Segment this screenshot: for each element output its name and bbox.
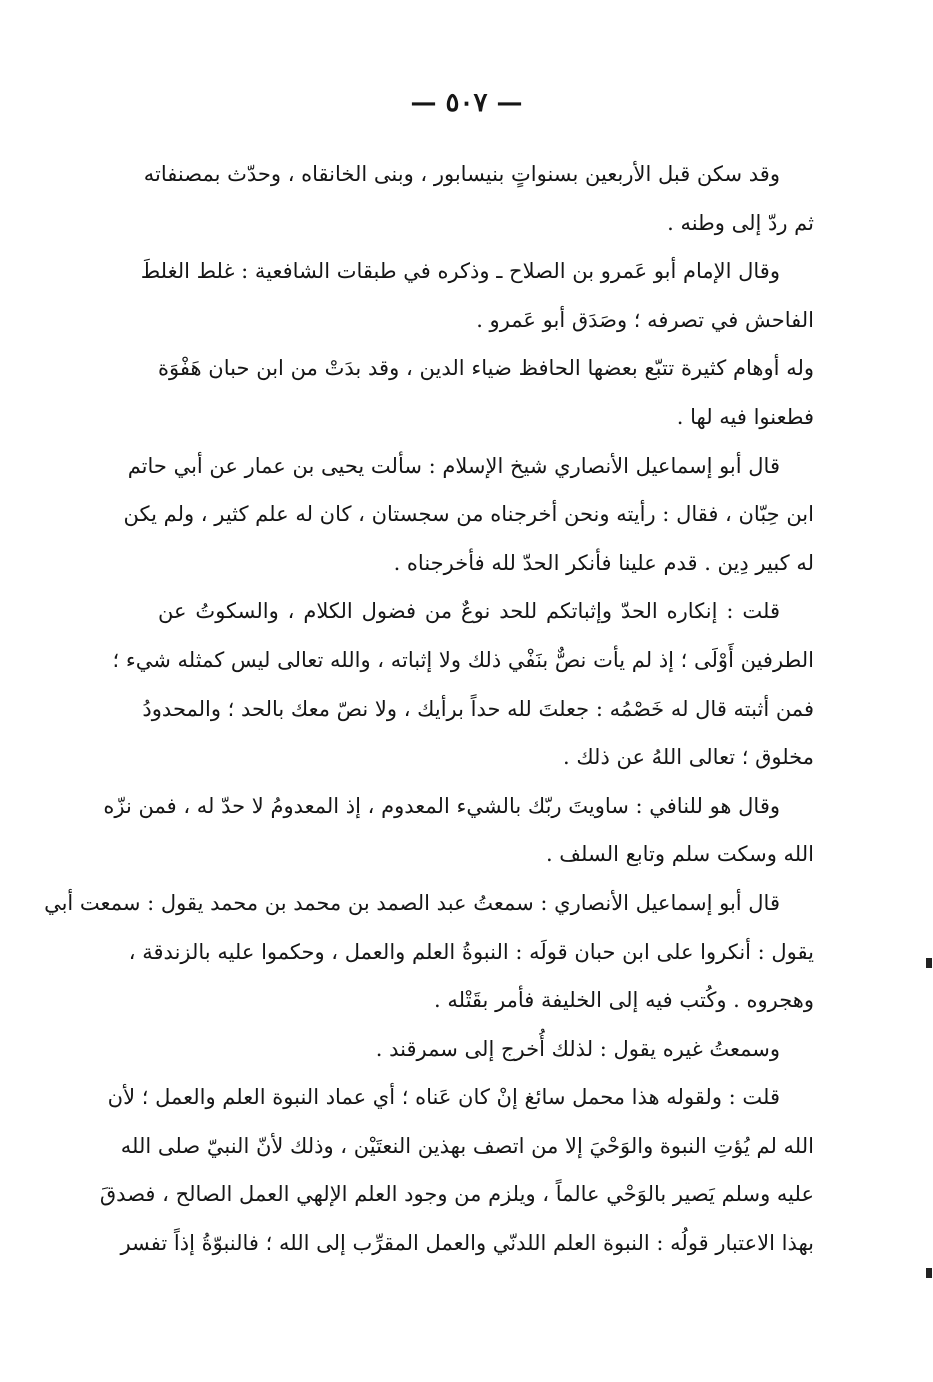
text-line: قلت : ولقوله هذا محمل سائغ إنْ كان عَناه ؛ أي عماد النبوة العلم والعمل ؛ لأن [107, 1085, 780, 1110]
text-line: وقال هو للنافي : ساويتَ ربّك بالشيء المعدوم ، إذ المعدومُ لا حدّ له ، فمن نزّه [103, 793, 780, 818]
text-line: فطعنوا فيه لها . [676, 404, 814, 429]
text-line: وهجروه . وكُتب فيه إلى الخليفة فأمر بقَتْله . [434, 988, 814, 1013]
text-line: وله أوهام كثيرة تتبّع بعضها الحافظ ضياء الدين ، وقد بدَتْ من ابن حبان هَفْوَة [158, 356, 814, 381]
text-line: الله لم يُؤتِ النبوة والوَحْيَ إلا من اتصف بهذين النعتَيْن ، وذلك لأنّ النبيّ صلى الله [120, 1133, 814, 1158]
text-line: له كبير دِين . قدم علينا فأنكر الحدّ لله فأخرجناه . [393, 550, 814, 575]
text-line: بهذا الاعتبار قولُه : النبوة العلم اللدنّي والعمل المقرِّب إلى الله ؛ فالنبوّةُ إذاً تفسر [120, 1231, 814, 1256]
paragraph [123, 442, 814, 588]
text-line: الله وسكت سلم وتابع السلف . [545, 842, 814, 867]
page-number: — ٥٠٧ — [410, 88, 523, 118]
paragraph [112, 587, 814, 781]
paragraph [103, 782, 814, 879]
text-line: ابن حِبّان ، فقال : رأيته ونحن أخرجناه من سجستان ، كان له علم كثير ، ولم يكن [123, 502, 814, 527]
paragraph [158, 1025, 814, 1074]
text-line: يقول : أنكروا على ابن حبان قولَه : النبوةُ العلم والعمل ، وحكموا عليه بالزندقة ، [128, 939, 814, 964]
text-line: قال أبو إسماعيل الأنصاري شيخ الإسلام : سألت يحيى بن عمار عن أبي حاتم [127, 453, 780, 478]
text-line: وسمعتُ غيره يقول : لذلك أُخرج إلى سمرقند . [375, 1036, 780, 1061]
text-line: قلت : إنكاره الحدّ وإثباتكم للحد نوعٌ من فضول الكلام ، والسكوتُ عن [158, 599, 780, 624]
body-text [44, 150, 814, 1268]
text-line: وقد سكن قبل الأربعين بسنواتٍ بنيسابور ، وبنى الخانقاه ، وحدّث بمصنفاته [143, 162, 780, 186]
paragraph [158, 344, 814, 441]
text-line: مخلوق ؛ تعالى اللهُ عن ذلك . [563, 745, 814, 770]
text-line: وقال الإمام أبو عَمرو بن الصلاح ـ وذكره في طبقات الشافعية : غلط الغلطَ [140, 259, 780, 284]
scan-edge-mark [926, 958, 932, 968]
text-line: الطرفين أَوْلَى ؛ إذ لم يأت نصٌّ بنَفْي ذلك ولا إثباته ، والله تعالى ليس كمثله شيء ؛ [112, 647, 814, 672]
paragraph [44, 879, 814, 1025]
text-line: قال أبو إسماعيل الأنصاري : سمعتُ عبد الصمد بن محمد بن محمد يقول : سمعت أبي [44, 890, 780, 915]
paragraph [99, 1073, 814, 1267]
text-line: ثم ردّ إلى وطنه . [667, 210, 814, 235]
paragraph [140, 247, 814, 344]
paragraph [143, 150, 814, 247]
text-line: الفاحش في تصرفه ؛ وصَدَق أبو عَمرو . [476, 307, 814, 332]
scan-edge-mark [926, 1268, 932, 1278]
text-line: عليه وسلم يَصير بالوَحْي عالماً ، ويلزم من وجود العلم الإلهي العمل الصالح ، فصدقَ [99, 1182, 814, 1207]
text-line: فمن أثبته قال له خَصْمُه : جعلتَ لله حداً برأيك ، ولا نصّ معك بالحد ؛ والمحدودُ [142, 696, 814, 721]
